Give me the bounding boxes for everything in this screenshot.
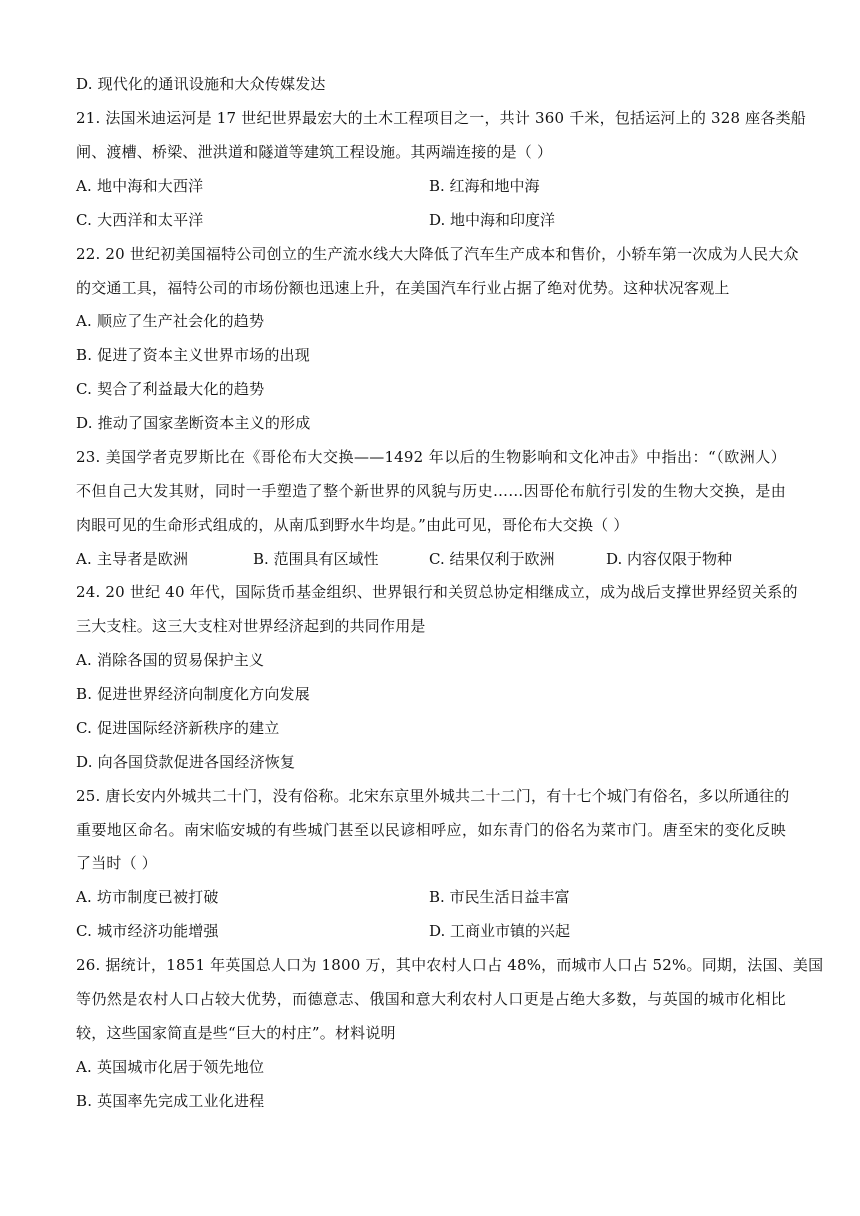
question-26-stem-cont: 等仍然是农村人口占较大优势，而德意志、俄国和意大利农村人口更是占绝大多数，与英国的城市化相比 — [76, 990, 786, 1008]
q21-option-d: D. 地中海和印度洋 — [429, 211, 556, 229]
q23-option-b: B. 范围具有区域性 — [253, 550, 379, 568]
question-25-stem-cont2: 了当时（ ） — [76, 854, 157, 872]
q22-option-b: B. 促进了资本主义世界市场的出现 — [76, 346, 310, 364]
question-22-stem-cont: 的交通工具，福特公司的市场份额也迅速上升，在美国汽车行业占据了绝对优势。这种状况客观上 — [76, 279, 730, 297]
q24-option-d: D. 向各国贷款促进各国经济恢复 — [76, 753, 296, 771]
q24-option-c: C. 促进国际经济新秩序的建立 — [76, 719, 280, 737]
question-23-stem-cont2: 肉眼可见的生命形式组成的，从南瓜到野水牛均是。”由此可见，哥伦布大交换（ ） — [76, 516, 629, 534]
q25-option-a: A. 坊市制度已被打破 — [76, 888, 219, 906]
q25-option-c: C. 城市经济功能增强 — [76, 922, 219, 940]
q26-option-a: A. 英国城市化居于领先地位 — [76, 1058, 265, 1076]
question-22-stem: 22. 20 世纪初美国福特公司创立的生产流水线大大降低了汽车生产成本和售价，小轿车第一次成为人民大众 — [76, 245, 799, 263]
q25-option-b: B. 市民生活日益丰富 — [429, 888, 570, 906]
q23-option-a: A. 主导者是欧洲 — [76, 550, 189, 568]
q24-option-a: A. 消除各国的贸易保护主义 — [76, 651, 265, 669]
question-24-stem: 24. 20 世纪 40 年代，国际货币基金组织、世界银行和关贸总协定相继成立，成为战后支撑世界经贸关系的 — [76, 583, 798, 601]
question-26-stem-cont2: 较，这些国家简直是些“巨大的村庄”。材料说明 — [76, 1024, 396, 1042]
question-21-stem-cont: 闸、渡槽、桥梁、泄洪道和隧道等建筑工程设施。其两端连接的是（ ） — [76, 143, 553, 161]
q22-option-c: C. 契合了利益最大化的趋势 — [76, 380, 265, 398]
q24-option-b: B. 促进世界经济向制度化方向发展 — [76, 685, 310, 703]
q21-option-c: C. 大西洋和太平洋 — [76, 211, 204, 229]
q22-option-a: A. 顺应了生产社会化的趋势 — [76, 312, 265, 330]
q26-option-b: B. 英国率先完成工业化进程 — [76, 1092, 265, 1110]
q25-option-d: D. 工商业市镇的兴起 — [429, 922, 571, 940]
question-21-stem: 21. 法国米迪运河是 17 世纪世界最宏大的土木工程项目之一，共计 360 千米，包括运河上的 328 座各类船 — [76, 109, 806, 127]
question-23-stem: 23. 美国学者克罗斯比在《哥伦布大交换——1492 年以后的生物影响和文化冲击》中指出：“（欧洲人） — [76, 448, 786, 466]
question-25-stem: 25. 唐长安内外城共二十门，没有俗称。北宋东京里外城共二十二门，有十七个城门有俗名，多以所通往的 — [76, 787, 790, 805]
question-23-stem-cont: 不但自己大发其财，同时一手塑造了整个新世界的风貌与历史……因哥伦布航行引发的生物大交换，是由 — [76, 482, 786, 500]
option-d-q20: D. 现代化的通讯设施和大众传媒发达 — [76, 75, 326, 93]
question-26-stem: 26. 据统计，1851 年英国总人口为 1800 万，其中农村人口占 48%，而城市人口占 52%。同期，法国、美国 — [76, 956, 824, 974]
q22-option-d: D. 推动了国家垄断资本主义的形成 — [76, 414, 311, 432]
q21-option-b: B. 红海和地中海 — [429, 177, 540, 195]
question-24-stem-cont: 三大支柱。这三大支柱对世界经济起到的共同作用是 — [76, 617, 426, 635]
q21-option-a: A. 地中海和大西洋 — [76, 177, 204, 195]
question-25-stem-cont: 重要地区命名。南宋临安城的有些城门甚至以民谚相呼应，如东青门的俗名为菜市门。唐至宋的变化反映 — [76, 821, 786, 839]
q23-option-c: C. 结果仅利于欧洲 — [429, 550, 555, 568]
q23-option-d: D. 内容仅限于物种 — [606, 550, 733, 568]
